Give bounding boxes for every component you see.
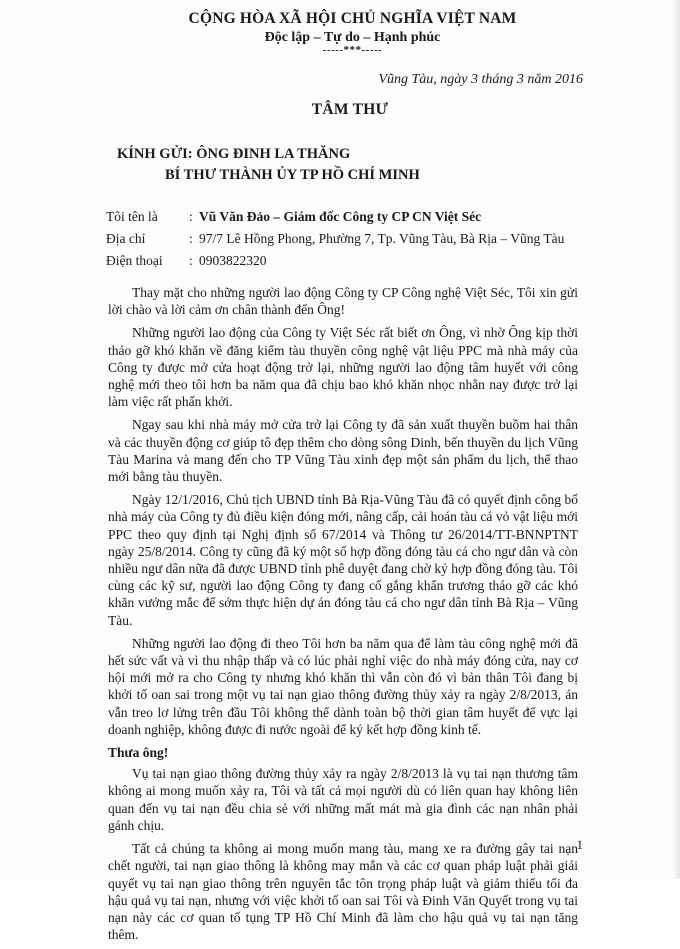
sender-row bbox=[106, 228, 564, 250]
addressee-line-2: BÍ THƯ THÀNH ỦY TP HỒ CHÍ MINH bbox=[165, 167, 420, 183]
sender-label: Tôi tên là bbox=[106, 209, 158, 224]
sender-value: 97/7 Lê Hồng Phong, Phường 7, Tp. Vũng Tàu, Bà Rịa – Vũng Tàu bbox=[199, 231, 565, 246]
sender-colon: : bbox=[189, 231, 193, 246]
nation-title: CỘNG HÒA XÃ HỘI CHỦ NGHĨA VIỆT NAM bbox=[188, 10, 517, 27]
sender-colon: : bbox=[189, 209, 193, 224]
sender-colon: : bbox=[189, 253, 193, 268]
body-paragraph: Thay mặt cho những người lao động Công ty CP Công nghệ Việt Séc, Tôi xin gửi lời chào và lời cảm ơn chân thành đến Ông! bbox=[108, 285, 578, 318]
body-paragraph: Những người lao động đi theo Tôi hơn ba năm qua để làm tàu công nghệ mới đã hết sức vất và vì thu nhập thấp và có lúc phải nghỉ việc do nhà máy đóng cửa, nay cơ hội mới mở ra cho Công ty nhưng khó khăn thì vẫn còn đó vì bản thân Tôi đang bị khởi tố oan sai trong một vụ tai nạn giao thông đường thủy xảy ra ngày 2/8/2013, án vẫn treo lơ lửng trên đầu Tôi không thể dành toàn bộ thời gian tâm huyết để vực lại doanh nghiệp, không được đi nước ngoài để ký kết hợp đồng kinh tế. bbox=[108, 635, 578, 737]
body-paragraph: Ngày 12/1/2016, Chủ tịch UBND tỉnh Bà Rịa-Vũng Tàu đã có quyết định công bố nhà máy của Công ty đủ điều kiện đóng mới, nâng cấp, cải hoán tàu cá vỏ vật liệu mới PPC theo quy định tại Nghị định số 67/2014 và Thông tư 26/2014/TT-BNNPTNT ngày 25/8/2014. Công ty cũng đã ký một số hợp đồng đóng tàu cá cho ngư dân và còn nhiều ngư dân nữa đã được UBND tỉnh phê duyệt đang chờ ký hợp đồng đóng tàu. Tôi cùng các kỹ sư, người lao động Công ty đang cố gắng khẩn trương tháo gỡ các khó khăn vướng mắc để sớm thực hiện dự án đóng tàu cá cho ngư dân tỉnh Bà Rịa – Vũng Tàu. bbox=[108, 492, 578, 628]
body-paragraph: Tất cả chúng ta không ai mong muốn mang tàu, mang xe ra đường gây tai nạn chết người, tai nạn giao thông là không may mắn và các cơ quan pháp luật phải giải quyết vụ tai nạn giao thông trên nguyên tắc tôn trọng pháp luật và giảm thiểu tối đa hậu quả vụ tai nạn, nhưng với việc khởi tố oan sai Tôi và Đinh Văn Quyết trong vụ tai nạn này các cơ quan tố tụng TP Hồ Chí Minh đã làm cho hậu quả vụ tai nạn tăng thêm. bbox=[108, 841, 578, 943]
body-paragraph: Vụ tai nạn giao thông đường thủy xảy ra ngày 2/8/2013 là vụ tai nạn thương tâm không ai mong muốn xảy ra, Tôi và tất cả mọi người dù có liên quan hay không liên quan đến vụ tai nạn đều chia sẻ với những mất mát mà gia đình các nạn nhân phải gánh chịu. bbox=[108, 766, 578, 833]
sender-label: Điện thoại bbox=[106, 253, 163, 268]
document-title: TÂM THƯ bbox=[311, 101, 389, 118]
place-date: Vũng Tàu, ngày 3 tháng 3 năm 2016 bbox=[378, 72, 583, 87]
sender-row bbox=[106, 206, 564, 228]
body-paragraph: Ngay sau khi nhà máy mở cửa trở lại Công ty đã sản xuất thuyền buồm hai thân và các thuyền động cơ giúp tô đẹp thêm cho dòng sông Dinh, bến thuyền du lịch Vũng Tàu Marina và mang đến cho TP Vũng Tàu xinh đẹp một sản phẩm du lịch, thể thao mới bằng tàu thuyền. bbox=[108, 417, 578, 485]
addressee-line-1: KÍNH GỬI: ÔNG ĐINH LA THĂNG bbox=[117, 146, 351, 162]
sender-value: Vũ Văn Đảo – Giám đốc Công ty CP CN Việt Séc bbox=[199, 209, 482, 224]
sender-info bbox=[106, 206, 564, 272]
body-paragraph: Những người lao động của Công ty Việt Séc rất biết ơn Ông, vì nhờ Ông kịp thời tháo gỡ khó khăn về đăng kiểm tàu thuyền công nghệ vật liệu PPC mà nhà máy của Công ty được mở cửa hoạt động trở lại, những người lao động tâm huyết với công nghệ mới theo tôi hơn ba năm qua đã chịu bao khó khăn nhọc nhằn nay được trở lại làm việc rất phấn khởi. bbox=[108, 325, 578, 410]
sender-value: 0903822320 bbox=[199, 253, 267, 268]
greeting: Thưa ông! bbox=[108, 745, 169, 761]
header-separator: -----***----- bbox=[322, 44, 383, 56]
page-number: 1 bbox=[576, 837, 583, 852]
sender-label: Địa chỉ bbox=[106, 231, 146, 246]
letter-body bbox=[108, 284, 578, 949]
national-header bbox=[0, 10, 680, 56]
page-edge-shadow bbox=[672, 0, 680, 879]
sender-row bbox=[106, 250, 564, 272]
national-motto: Độc lập – Tự do – Hạnh phúc bbox=[264, 30, 441, 45]
